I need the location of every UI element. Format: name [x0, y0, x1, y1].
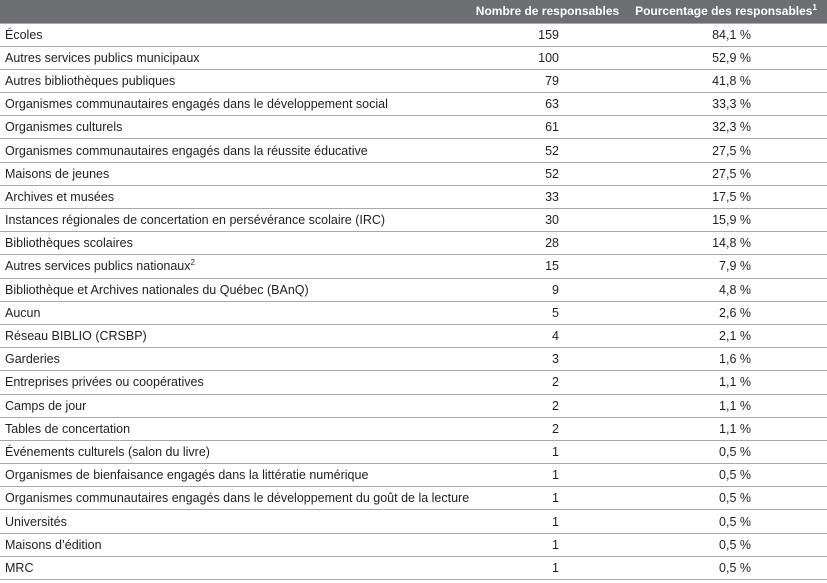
row-label-cell: [0, 301, 470, 324]
row-count: 1: [470, 556, 625, 579]
table-row: [0, 324, 827, 347]
row-percent: 4,8 %: [625, 278, 827, 301]
row-count: 1: [470, 487, 625, 510]
row-label: Écoles: [5, 27, 43, 42]
row-label-cell: [0, 510, 470, 533]
table-row: [0, 533, 827, 556]
row-percent: 1,1 %: [625, 394, 827, 417]
header-label-column: [0, 0, 470, 23]
row-percent: 27,5 %: [625, 162, 827, 185]
row-count: 33: [470, 185, 625, 208]
table-row: [0, 556, 827, 579]
row-label: Autres bibliothèques publiques: [5, 73, 176, 88]
row-label-cell: [0, 394, 470, 417]
row-label-cell: [0, 255, 470, 278]
row-percent: 1,1 %: [625, 417, 827, 440]
row-count: 159: [470, 23, 625, 46]
row-count: 30: [470, 209, 625, 232]
table-header-row: [0, 0, 827, 23]
row-percent: 17,5 %: [625, 185, 827, 208]
table-row: [0, 139, 827, 162]
row-label: Bibliothèque et Archives nationales du Québec (BAnQ): [5, 282, 309, 297]
table-row: [0, 371, 827, 394]
row-percent: 0,5 %: [625, 440, 827, 463]
row-label: Organismes de bienfaisance engagés dans la littératie numérique: [5, 468, 369, 483]
table-row: [0, 162, 827, 185]
row-label-cell: [0, 69, 470, 92]
row-label-cell: [0, 93, 470, 116]
row-percent: 15,9 %: [625, 209, 827, 232]
row-count: 79: [470, 69, 625, 92]
row-label-cell: [0, 46, 470, 69]
row-percent: 33,3 %: [625, 93, 827, 116]
row-count: 61: [470, 116, 625, 139]
row-percent: 0,5 %: [625, 533, 827, 556]
row-label: Aucun: [5, 305, 41, 320]
row-count: 52: [470, 162, 625, 185]
row-label: Organismes culturels: [5, 120, 123, 135]
row-percent: 14,8 %: [625, 232, 827, 255]
row-label: Autres services publics nationaux: [5, 259, 191, 274]
row-label-cell: [0, 139, 470, 162]
row-percent: 32,3 %: [625, 116, 827, 139]
row-label-cell: [0, 487, 470, 510]
table-row: [0, 69, 827, 92]
row-label: MRC: [5, 560, 34, 575]
row-percent: 41,8 %: [625, 69, 827, 92]
row-footnote: 2: [190, 258, 195, 268]
row-count: 52: [470, 139, 625, 162]
row-label-cell: [0, 533, 470, 556]
row-label-cell: [0, 162, 470, 185]
row-label: Garderies: [5, 352, 60, 367]
row-count: 2: [470, 417, 625, 440]
row-count: 2: [470, 371, 625, 394]
row-label: Universités: [5, 514, 67, 529]
row-percent: 0,5 %: [625, 464, 827, 487]
row-percent: 84,1 %: [625, 23, 827, 46]
row-label-cell: [0, 371, 470, 394]
table-row: [0, 255, 827, 278]
row-label: Réseau BIBLIO (CRSBP): [5, 329, 147, 344]
row-count: 28: [470, 232, 625, 255]
row-count: 2: [470, 394, 625, 417]
table-row: [0, 417, 827, 440]
table-row: [0, 440, 827, 463]
row-percent: 2,6 %: [625, 301, 827, 324]
table-row: [0, 116, 827, 139]
table-row: [0, 348, 827, 371]
table-row: [0, 23, 827, 46]
row-label-cell: [0, 232, 470, 255]
row-label: Bibliothèques scolaires: [5, 236, 133, 251]
row-label-cell: [0, 417, 470, 440]
row-percent: 7,9 %: [625, 255, 827, 278]
row-percent: 1,6 %: [625, 348, 827, 371]
table-row: [0, 185, 827, 208]
table-row: [0, 487, 827, 510]
row-label-cell: [0, 556, 470, 579]
row-label: Entreprises privées ou coopératives: [5, 375, 204, 390]
row-label: Archives et musées: [5, 189, 115, 204]
table-row: [0, 232, 827, 255]
row-count: 1: [470, 510, 625, 533]
row-percent: 52,9 %: [625, 46, 827, 69]
table-row: [0, 278, 827, 301]
header-percent: [625, 0, 827, 23]
header-percent-footnote: 1: [812, 3, 817, 13]
table-row: [0, 464, 827, 487]
row-percent: 2,1 %: [625, 324, 827, 347]
row-count: 9: [470, 278, 625, 301]
row-count: 63: [470, 93, 625, 116]
table-row: [0, 394, 827, 417]
table-row: [0, 510, 827, 533]
row-count: 1: [470, 533, 625, 556]
table-row: [0, 46, 827, 69]
row-label-cell: [0, 209, 470, 232]
row-label-cell: [0, 23, 470, 46]
row-label-cell: [0, 348, 470, 371]
row-count: 3: [470, 348, 625, 371]
row-label: Maisons de jeunes: [5, 166, 110, 181]
row-percent: 1,1 %: [625, 371, 827, 394]
header-count: Nombre de responsables: [475, 4, 620, 19]
row-label-cell: [0, 464, 470, 487]
row-label: Tables de concertation: [5, 421, 131, 436]
row-count: 5: [470, 301, 625, 324]
row-label: Événements culturels (salon du livre): [5, 444, 210, 459]
row-percent: 0,5 %: [625, 487, 827, 510]
row-count: 1: [470, 440, 625, 463]
row-label: Organismes communautaires engagés dans la réussite éducative: [5, 143, 368, 158]
row-label-cell: [0, 278, 470, 301]
table-body: [0, 23, 827, 580]
row-label-cell: [0, 185, 470, 208]
row-label: Instances régionales de concertation en persévérance scolaire (IRC): [5, 213, 386, 228]
row-count: 100: [470, 46, 625, 69]
table-row: [0, 209, 827, 232]
row-percent: 0,5 %: [625, 556, 827, 579]
row-label-cell: [0, 116, 470, 139]
row-label: Maisons d’édition: [5, 537, 102, 552]
row-label: Camps de jour: [5, 398, 87, 413]
row-count: 15: [470, 255, 625, 278]
table-row: [0, 301, 827, 324]
row-count: 4: [470, 324, 625, 347]
row-label: Organismes communautaires engagés dans le développement du goût de la lecture: [5, 491, 470, 506]
row-count: 1: [470, 464, 625, 487]
row-percent: 27,5 %: [625, 139, 827, 162]
row-percent: 0,5 %: [625, 510, 827, 533]
row-label-cell: [0, 440, 470, 463]
header-percent-label: Pourcentage des responsables: [635, 4, 813, 19]
table-row: [0, 93, 827, 116]
row-label-cell: [0, 324, 470, 347]
row-label: Organismes communautaires engagés dans le développement social: [5, 97, 388, 112]
row-label: Autres services publics municipaux: [5, 50, 200, 65]
